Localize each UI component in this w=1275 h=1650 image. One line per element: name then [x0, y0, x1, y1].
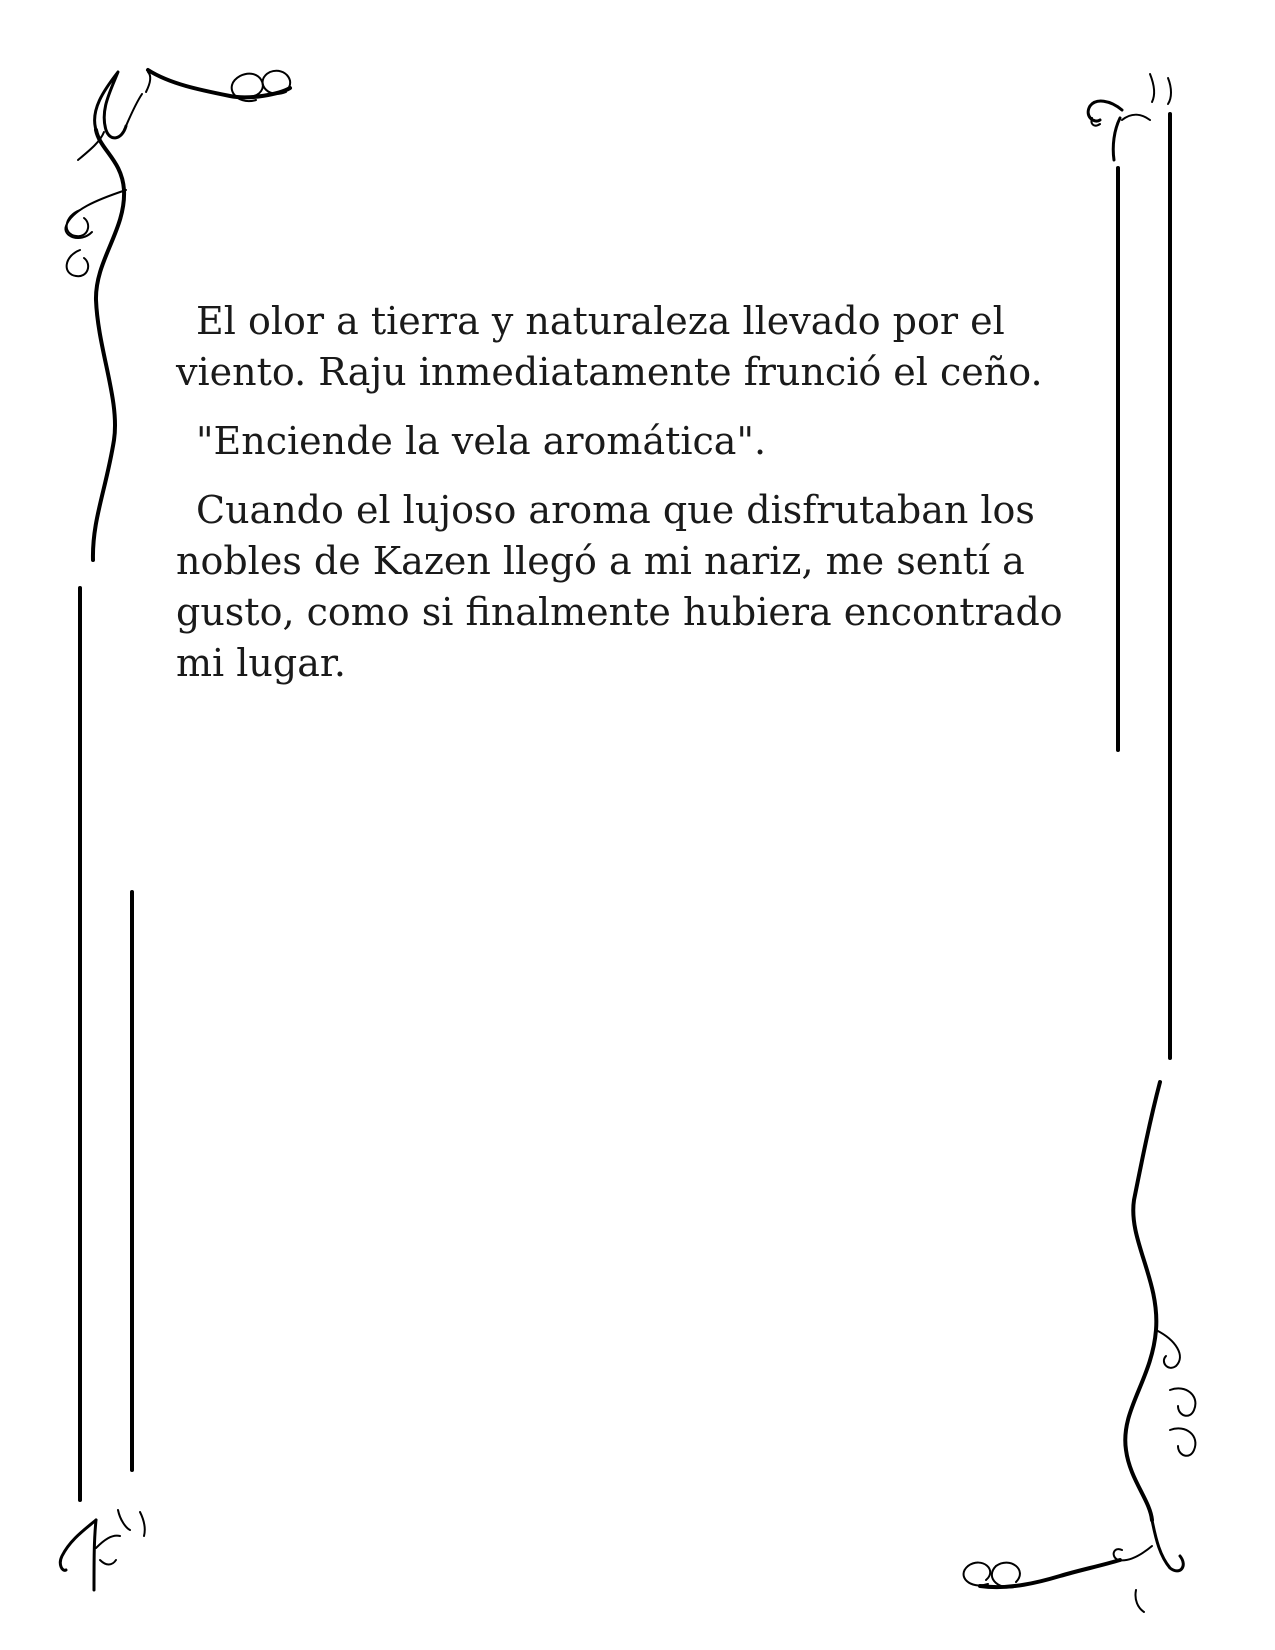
top-right-flourish — [1088, 74, 1171, 160]
bottom-left-flourish — [60, 1510, 144, 1590]
paragraph-3 — [176, 485, 1076, 689]
paragraph-3-line-4: mi lugar. — [176, 641, 346, 685]
paragraph-1 — [176, 296, 1076, 398]
paragraph-3-line-3: gusto, como si finalmente hubiera encontrado — [176, 590, 1063, 634]
paragraph-1-line-1: El olor a tierra y naturaleza llevado por el — [196, 299, 1005, 343]
paragraph-2-line-1: "Enciende la vela aromática". — [196, 419, 767, 463]
paragraph-1-line-2: viento. Raju inmediatamente frunció el ceño. — [176, 350, 1043, 394]
paragraph-3-line-1: Cuando el lujoso aroma que disfrutaban los — [196, 488, 1035, 532]
bottom-right-flourish — [964, 1082, 1196, 1612]
paragraph-2 — [176, 416, 1076, 467]
body-text — [176, 296, 1076, 707]
paragraph-3-line-2: nobles de Kazen llegó a mi nariz, me sentí a — [176, 539, 1025, 583]
